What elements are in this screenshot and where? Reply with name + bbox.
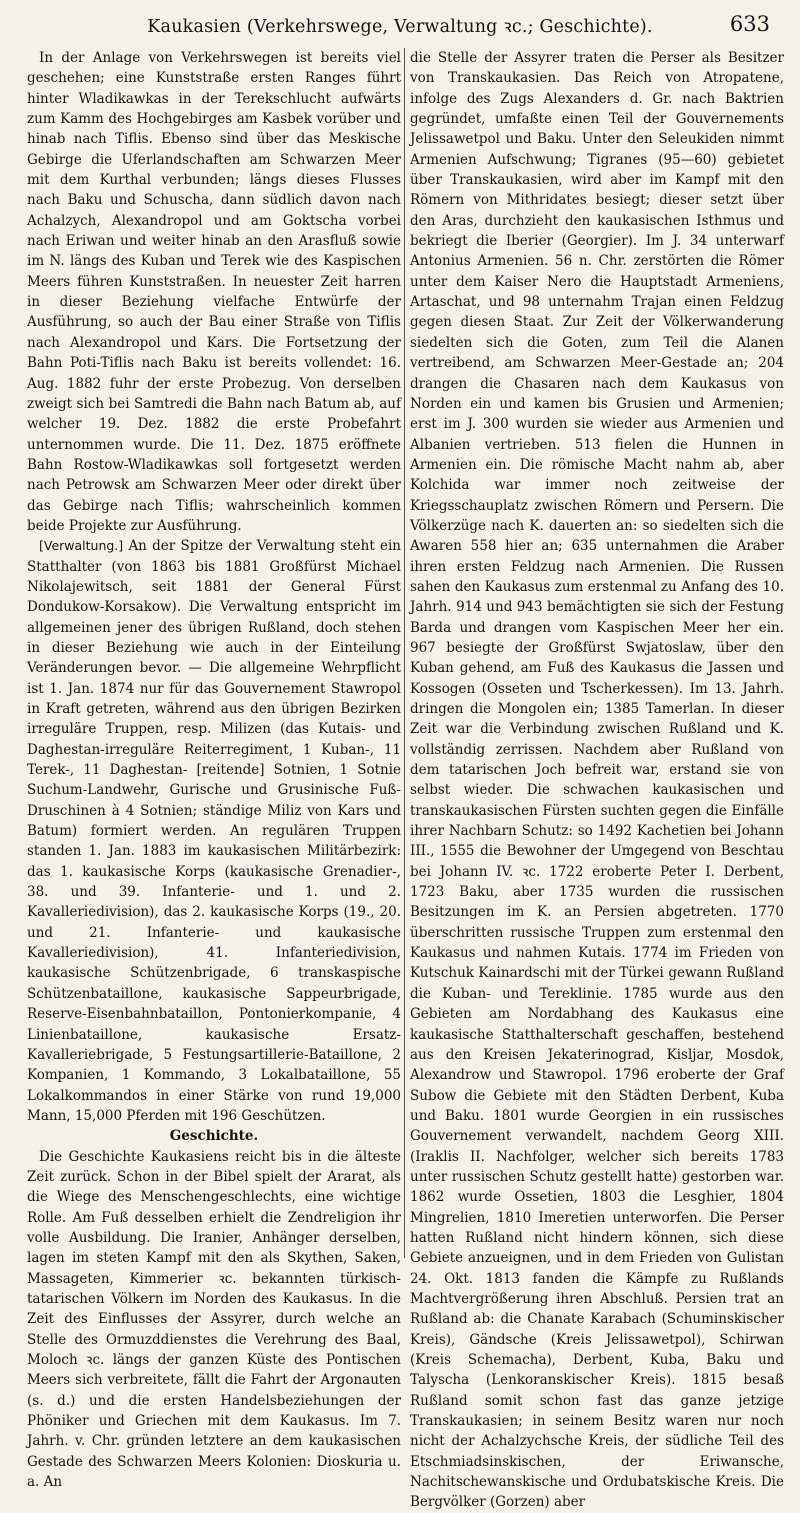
- page-number: 633: [729, 12, 770, 36]
- section-tag-verwaltung: [Verwaltung.]: [39, 538, 124, 554]
- paragraph-geschichte-continued: die Stelle der Assyrer traten die Perser als Besitzer von Transkaukasien. Das Reich von Atropatene, infolge des Zugs Alexanders d. Gr. nach Baktrien gegründet, umfaßte einen Teil der Gouvernements Jelissawetpol und Baku. Unter den Seleukiden nimmt Armenien Aufschwung; Tigranes (95—60) gebietet über Transkaukasien, wird aber im Kampf mit den Römern von Mithridates besiegt; dieser setzt über den Aras, durchzieht den kaukasischen Isthmus und bekriegt die Iberier (Georgier). Im J. 34 unterwarf Antonius Armenien. 56 n. Chr. zerstörten die Römer unter dem Kaiser Nero die Hauptstadt Armeniens, Artaschat, und 98 unternahm Trajan einen Feldzug gegen diesen Staat. Zur Zeit der Völkerwanderung siedelten sich die Goten, zum Teil die Alanen vertreibend, am Schwarzen Meer-Gestade an; 204 drangen die Chasaren nach dem Kaukasus von Norden ein und kamen bis Grusien und Armenien; erst im J. 300 wurden sie wieder aus Armenien und Albanien vertrieben. 513 fielen die Hunnen in Armenien ein. Die römische Macht nahm ab, aber Kolchida war immer noch zeitweise der Kriegsschauplatz zwischen Römern und Persern. Die Völkerzüge nach K. dauerten an: so siedelten sich die Awaren 558 hier an; 635 unternahmen die Araber ihren ersten Feldzug nach Armenien. Die Russen sahen den Kaukasus zum erstenmal zu Anfang des 10. Jahrh. 914 und 943 bemächtigten sie sich der Festung Barda und drangen vom Kaspischen Meer her ein. 967 besiegte der Großfürst Swjatoslaw, über den Kuban gehend, am Fuß des Kaukasus die Jassen und Kossogen (Osseten und Tscherkessen). Im 13. Jahrh. dringen die Mongolen ein; 1385 Tamerlan. In dieser Zeit war die Verbindung zwischen Rußland und K. vollständig zerrissen. Nachdem aber Rußland von dem tatarischen Joch befreit war, erstand sie von selbst wieder. Die schwachen kaukasischen und transkaukasischen Fürsten suchten gegen die Einfälle ihrer Nachbarn Schutz: so 1492 Kachetien bei Johann III., 1555 die Bewohner der Umgegend von Beschtau bei Johann IV. ꝛc. 1722 eroberte Peter I. Derbent, 1723 Baku, aber 1735 wurden die russischen Besitzungen im K. an Persien abgetreten. 1770 überschritten russische Truppen zum erstenmal den Kaukasus und nahmen Kutais. 1774 im Frieden von Kutschuk Kainardschi mit der Türkei gewann Rußland die Kuban- und Tereklinie. 1785 wurde aus den Gebieten am Nordabhang des Kaukasus eine kaukasische Statthalterschaft geschaffen, bestehend aus den Kreisen Jekaterinograd, Kisljar, Mosdok, Alexandrow und Stawropol. 1796 eroberte der Graf Subow die Gebiete mit den Städten Derbent, Kuba und Baku. 1801 wurde Georgien in ein russisches Gouvernement verwandelt, nachdem Georg XIII. (Iraklis II. Nachfolger, welcher sich bereits 1783 unter russischen Schutz gestellt hatte) gestorben war. 1862 wurde Ossetien, 1803 die Lesghier, 1804 Mingrelien, 1810 Imeretien unterworfen. Die Perser hatten Rußland nicht hindern können, sich diese Gebiete anzueignen, und in dem Frieden von Gulistan 24. Okt. 1813 fanden die Kämpfe zu Rußlands Machtvergrößerung ihren Abschluß. Persien trat an Rußland ab: die Chanate Karabach (Schuminskischer Kreis), Gändsche (Kreis Jelissawetpol), Schirwan (Kreis Schemacha), Derbent, Kuba, Baku und Talyscha (Lenkoranskischer Kreis). 1815 besaß Rußland somit schon fast das ganze jetzige Transkaukasien; in seinem Besitz waren nur noch nicht der Achalzychsche Kreis, der südliche Teil des Etschmiadsinskischen, der Eriwansche, Nachitschewanskische und Ordubatskische Kreis. Die Bergvölker (Gorzen) aber: [410, 50, 784, 1511]
- right-column: [410, 48, 784, 1511]
- paragraph-verkehrswege: In der Anlage von Verkehrswegen ist bereits viel geschehen; eine Kunststraße ersten Ranges führt hinter Wladikawkas in der Terekschlucht aufwärts zum Kamm des Hochgebirges am Kasbek vorüber und hinab nach Tiflis. Ebenso sind über das Meskische Gebirge die Uferlandschaften am Schwarzen Meer mit dem Kurthal verbunden; längs dieses Flusses nach Baku und Schuscha, dann südlich davon nach Achalzych, Alexandropol und am Goktscha vorbei nach Eriwan und weiter hinab an den Arasfluß sowie im N. längs des Kuban und Terek wie des Kaspischen Meers führen Kunststraßen. In neuester Zeit harren in dieser Beziehung vielfache Entwürfe der Ausführung, so auch der Bau einer Straße von Tiflis nach Alexandropol und Kars. Die Fortsetzung der Bahn Poti-Tiflis nach Baku ist bereits vollendet: 16. Aug. 1882 fuhr der erste Probezug. Von derselben zweigt sich bei Samtredi die Bahn nach Batum ab, auf welcher 19. Dez. 1882 die erste Probefahrt unternommen wurde. Die 11. Dez. 1875 eröffnete Bahn Rostow-Wladikawkas soll fortgesetzt werden nach Petrowsk am Schwarzen Meer oder direkt über das Gebirge nach Tiflis; wahrscheinlich kommen beide Projekte zur Ausführung.: [27, 50, 401, 534]
- paragraph-geschichte: Die Geschichte Kaukasiens reicht bis in die älteste Zeit zurück. Schon in der Bibel spielt der Ararat, als die Wiege des Menschengeschlechts, eine wichtige Rolle. Am Fuß desselben erhielt die Zendreligion ihr volle Ausbildung. Die Iranier, Anhänger derselben, lagen im steten Kampf mit den als Skythen, Saken, Massageten, Kimmerier ꝛc. bekannten türkisch-tatarischen Völkern im Norden des Kaukasus. In die Zeit des Einflusses der Assyrer, durch welche an Stelle des Ormuzddienstes die Verehrung des Baal, Moloch ꝛc. längs der ganzen Küste des Pontischen Meers sich verbreitete, fällt die Fahrt der Argonauten (s. d.) und die ersten Handelsbeziehungen der Phöniker und Griechen mit dem Kaukasus. Im 7. Jahrh. v. Chr. gründen letztere an dem kaukasischen Gestade des Schwarzen Meers Kolonien: Dioskuria u. a. An: [27, 1148, 401, 1491]
- section-heading-geschichte: Geschichte.: [169, 1128, 259, 1145]
- paragraph-verwaltung-text: An der Spitze der Verwaltung steht ein Statthalter (von 1863 bis 1881 Großfürst Michael Nikolajewitsch, seit 1881 der General Fürst Dondukow-Korsakow). Die Verwaltung entspricht im allgemeinen jener des übrigen Rußland, doch stehen in dieser Beziehung wie auch in der Einteilung Veränderungen bevor. — Die allgemeine Wehrpflicht ist 1. Jan. 1874 nur für das Gouvernement Stawropol in Kraft getreten, während aus den übrigen Bezirken irreguläre Truppen, resp. Milizen (das Kutais- und Daghestan-irreguläre Reiterregiment, 1 Kuban-, 11 Terek-, 11 Daghestan- [reitende] Sotnien, 1 Sotnie Suchum-Landwehr, Gurische und Grusinische Fuß-Druschinen à 4 Sotnien; ständige Miliz von Kars und Batum) formiert werden. An regulären Truppen standen 1. Jan. 1883 im kaukasischen Militärbezirk: das 1. kaukasische Korps (kaukasische Grenadier-, 38. und 39. Infanterie- und 1. und 2. Kavalleriedivision), das 2. kaukasische Korps (19., 20. und 21. Infanterie- und kaukasische Kavalleriedivision), 41. Infanteriedivision, kaukasische Schützenbrigade, 6 transkaspische Schützenbataillone, kaukasische Sappeurbrigade, Reserve-Eisenbahnbataillon, Pontonierkompanie, 4 Linienbataillone, kaukasische Ersatz-Kavalleriebrigade, 5 Festungsartillerie-Bataillone, 2 Kompanien, 1 Kommando, 3 Lokalbataillone, 55 Lokalkommandos in einer Stärke von rund 19,000 Mann, 15,000 Pferden mit 196 Geschützen.: [27, 538, 402, 1124]
- paragraph-verwaltung: [27, 536, 401, 1126]
- column-divider: [404, 48, 405, 1258]
- running-header-title: Kaukasien (Verkehrswege, Verwaltung ꝛc.; Geschichte).: [147, 17, 653, 37]
- left-column: [27, 48, 402, 1491]
